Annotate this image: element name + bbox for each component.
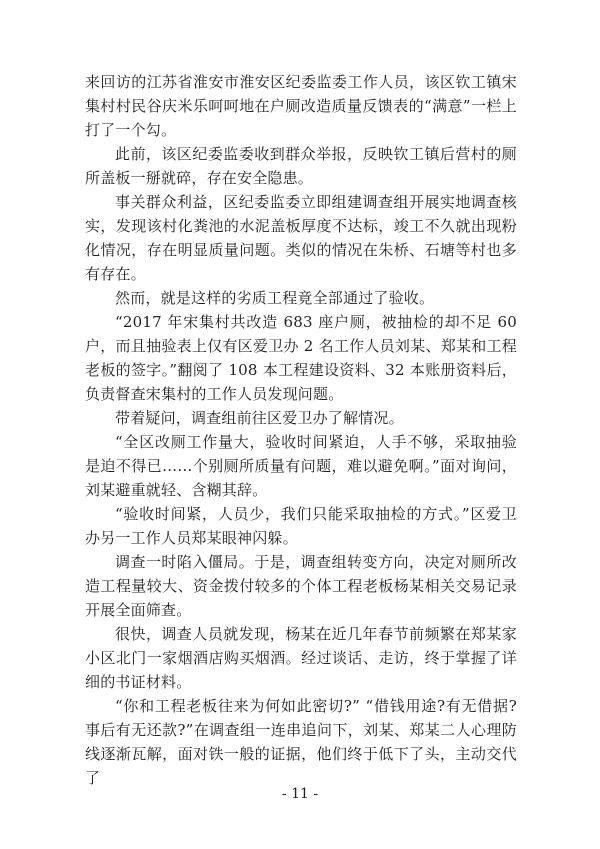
paragraph: “你和工程老板往来为何如此密切?” “借钱用途?有无借据?事后有无还款?”在调查组一连串追问下，刘某、郑某二人心理防线逐渐瓦解，面对铁一般的证据，他们终于低下了头，主动交代了 (85, 697, 517, 787)
paragraph: 很快，调查人员就发现，杨某在近几年春节前频繁在郑某家小区北门一家烟酒店购买烟酒。经过谈话、走访，终于掌握了详细的书证材料。 (85, 625, 517, 691)
paragraph: 带着疑问，调查组前往区爱卫办了解情况。 (115, 409, 404, 427)
paragraph: 然而，就是这样的劣质工程竟全部通过了验收。 (115, 289, 435, 307)
page-number: - 11 - (281, 786, 319, 802)
paragraph: “验收时间紧，人员少，我们只能采取抽检的方式。”区爱卫办另一工作人员郑某眼神闪躲。 (85, 505, 517, 547)
paragraph: “2017 年宋集村共改造 683 座户厕，被抽检的却不足 60 户，而且抽验表上仅有区爱卫办 2 名工作人员刘某、郑某和工程老板的签字。”翻阅了 108 本工程建设资料、32 本账册资料后，负责督查宋集村的工作人员发现问题。 (85, 313, 517, 403)
paragraph: 来回访的江苏省淮安市淮安区纪委监委工作人员，该区钦工镇宋集村村民谷庆米乐呵呵地在户厕改造质量反馈表的“满意”一栏上打了一个勾。 (85, 73, 517, 139)
paragraph: “全区改厕工作量大，验收时间紧迫，人手不够，采取抽验是迫不得已……个别厕所质量有问题，难以避免啊。”面对询问，刘某避重就轻、含糊其辞。 (85, 433, 517, 499)
paragraph: 此前，该区纪委监委收到群众举报，反映钦工镇后营村的厕所盖板一掰就碎，存在安全隐患。 (85, 145, 517, 187)
paragraph: 事关群众利益，区纪委监委立即组建调查组开展实地调查核实，发现该村化粪池的水泥盖板厚度不达标，竣工不久就出现粉化情况，存在明显质量问题。类似的情况在朱桥、石塘等村也多有存在。 (85, 193, 517, 283)
body-text (85, 70, 517, 790)
paragraph: 调查一时陷入僵局。于是，调查组转变方向，决定对厕所改造工程量较大、资金拨付较多的个体工程老板杨某相关交易记录开展全面筛查。 (85, 553, 517, 619)
